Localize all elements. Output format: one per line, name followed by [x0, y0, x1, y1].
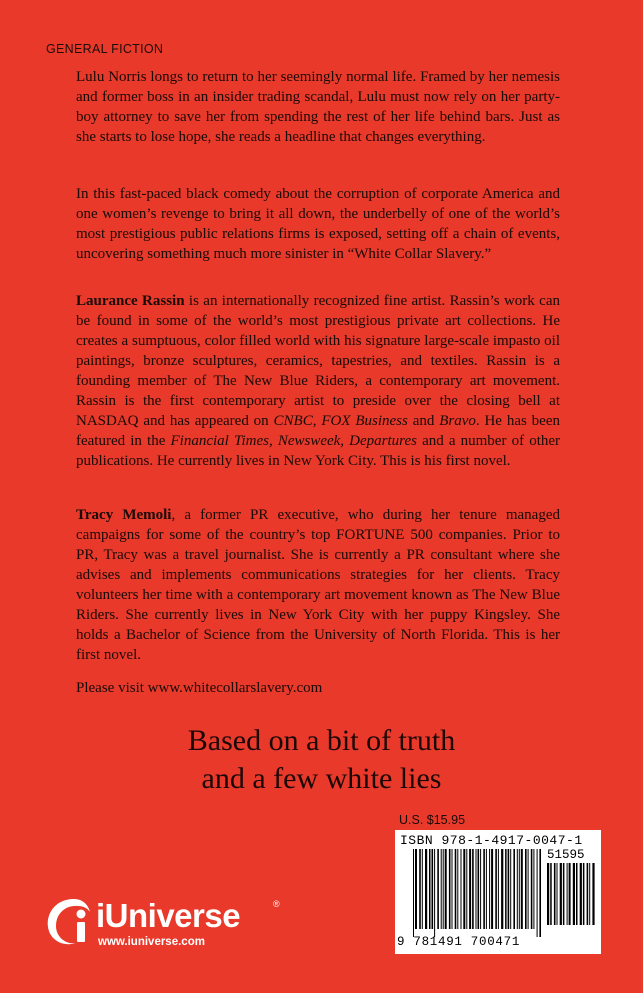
barcode-bar	[437, 849, 439, 929]
barcode-bar	[419, 849, 421, 929]
barcode-bar	[547, 863, 549, 925]
barcode-bar	[413, 849, 414, 937]
barcode-bar	[443, 849, 444, 929]
publisher-name: iUniverse	[96, 897, 241, 934]
blurb-paragraph-1	[76, 67, 560, 147]
barcode-bar	[425, 849, 427, 929]
barcode-supplement-number: 51595	[547, 848, 585, 862]
barcode-bar	[486, 849, 487, 929]
barcode-bar	[469, 849, 471, 929]
blurb-text-2: In this fast-paced black comedy about the corruption of corporate America and one women’s revenge to bring it all down, the underbelly of one of the world’s most prestigious public relations firms is exposed, setting off a chain of events, uncovering something much more sinister in “White Collar Slavery.”	[76, 186, 560, 262]
genre-label: GENERAL FICTION	[46, 42, 164, 56]
barcode-bar	[491, 849, 493, 929]
tagline	[0, 722, 643, 798]
barcode-bar	[567, 863, 568, 925]
barcode-bar	[533, 849, 534, 929]
publisher-logo	[44, 893, 284, 953]
author-bio-rassin	[76, 291, 560, 471]
barcode-bar	[449, 849, 451, 929]
tagline-line-1: Based on a bit of truth	[187, 724, 456, 757]
barcode-bar	[483, 849, 485, 929]
isbn-barcode	[395, 830, 601, 954]
barcode-bar	[513, 849, 515, 929]
barcode-bar	[557, 863, 558, 925]
barcode-bar	[463, 849, 465, 929]
barcode-bar	[415, 849, 417, 929]
barcode-bar	[422, 849, 423, 929]
barcode-bar	[466, 849, 467, 929]
barcode-bar	[478, 849, 480, 929]
barcode-bar	[441, 849, 442, 929]
barcode-bar	[525, 849, 527, 929]
barcode-bar	[489, 849, 490, 929]
barcode-bar	[517, 849, 518, 929]
barcode-bar	[510, 849, 511, 929]
barcode-bar	[550, 863, 552, 925]
iuniverse-swirl-icon	[44, 893, 100, 949]
barcode-bar	[508, 849, 510, 929]
bio-text: is an internationally recognized fine artist. Rassin’s work can be found in some of the world’s most prestigious private art collections. He creates a sumptuous, color filled world with his signature large-scale impasto oil paintings, bronze sculptures, ceramics, tapestries, and textiles. Rassin is a founding member of The New Blue Riders, a contemporary art movement. Rassin is the first contemporary artist to preside over the closing bell at NASDAQ and has appeared on	[76, 293, 560, 429]
barcode-bar	[560, 863, 562, 925]
bio-text: . He has been featured in the	[76, 413, 560, 449]
barcode-bar	[434, 849, 435, 937]
barcode-bar	[589, 863, 590, 925]
barcode-bar	[480, 849, 481, 929]
barcode-bar	[539, 849, 541, 937]
barcode-bar	[554, 863, 556, 925]
author-name-memoli: Tracy Memoli	[76, 507, 172, 523]
barcode-bar	[432, 849, 434, 929]
bio-italic-networks: CNBC, FOX Business	[273, 413, 408, 429]
barcode-bar	[455, 849, 457, 929]
barcode-bar	[498, 849, 499, 929]
bio-italic-bravo: Bravo	[439, 413, 476, 429]
publisher-url: www.iuniverse.com	[98, 936, 205, 948]
barcode-bar	[563, 863, 565, 925]
website-line: Please visit www.whitecollarslavery.com	[76, 680, 323, 696]
barcode-bar	[528, 849, 529, 929]
registered-mark: ®	[273, 899, 280, 909]
tagline-line-2: and a few white lies	[201, 762, 442, 795]
blurb-paragraph-2	[76, 184, 560, 264]
barcode-bar	[495, 849, 497, 929]
barcode-bars-supplement	[547, 863, 595, 933]
price-label: U.S. $15.95	[399, 813, 466, 827]
barcode-bar	[569, 863, 571, 925]
barcode-bar	[452, 849, 453, 929]
barcode-bar	[476, 849, 477, 929]
barcode-bar	[429, 849, 431, 929]
barcode-bar	[505, 849, 507, 929]
isbn-number: ISBN 978-1-4917-0047-1	[400, 833, 583, 848]
blurb-text-1: Lulu Norris longs to return to her seemingly normal life. Framed by her nemesis and former boss in an insider trading scandal, Lulu must now rely on her party-boy attorney to save her from spending the rest of her life behind bars. Just as she starts to lose hope, she reads a headline that changes everything.	[76, 69, 560, 145]
bio-text: and	[407, 413, 440, 429]
bio-text: and a number of other publications. He currently lives in New York City. This is his first novel.	[76, 433, 561, 469]
barcode-bar	[537, 849, 538, 937]
barcode-bar	[519, 849, 520, 929]
barcode-bar	[531, 849, 533, 929]
barcode-bar	[472, 849, 474, 929]
barcode-bar	[576, 863, 578, 925]
author-bio-memoli	[76, 505, 560, 665]
barcode-bar	[461, 849, 462, 929]
barcode-bar	[457, 849, 458, 929]
barcode-bar	[580, 863, 582, 925]
barcode-bar	[501, 849, 503, 929]
barcode-ean-number: 9 781491 700471	[397, 935, 521, 949]
author-name-rassin: Laurance Rassin	[76, 293, 185, 309]
barcode-bars-main	[413, 849, 541, 937]
bio-italic-publications: Financial Times, Newsweek, Departures	[170, 433, 417, 449]
barcode-bar	[521, 849, 523, 929]
barcode-bar	[592, 863, 594, 925]
barcode-bar	[573, 863, 575, 925]
bio-text: , a former PR executive, who during her tenure managed campaigns for some of the country’s top FORTUNE 500 companies. Prior to PR, Tracy was a travel journalist. She is currently a PR consultant where she advises and implements communications strategies for her clients. Tracy volunteers her time with a contemporary art movement known as The New Blue Riders. She currently lives in New York City with her puppy Kingsley. She holds a Bachelor of Science from the University of North Florida. This is her first novel.	[76, 507, 560, 663]
barcode-bar	[583, 863, 585, 925]
barcode-bar	[445, 849, 447, 929]
barcode-bar	[587, 863, 589, 925]
